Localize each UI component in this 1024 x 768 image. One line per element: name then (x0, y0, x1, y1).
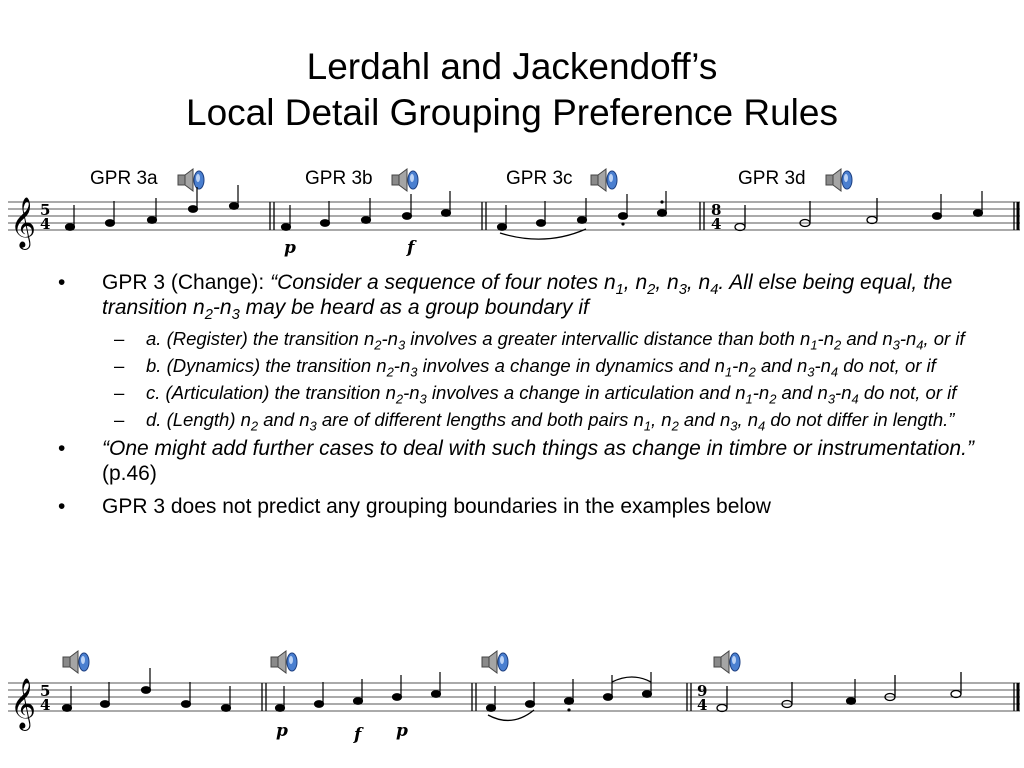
bullet-list (58, 270, 988, 527)
sub-bullet-register: – a. (Register) the transition $n_2-n_3$ involves a greater intervallic distance than both $n_1-n_2$ and $n_3-n_4$, or if (114, 328, 965, 353)
time-sig-top: 9 (697, 682, 708, 700)
sub-bullet-dynamics: – b. (Dynamics) the transition $n_2-n_3$ involves a change in dynamics and $n_1-n_2$ and $n_3-n_4$ do not, or if (114, 355, 936, 380)
slide-title (0, 44, 1024, 136)
bullet-timbre-quote: • “One might add further cases to deal with such things as change in timbre or instrumentation.” (p.46) (58, 437, 974, 485)
dynamic-mark: f (407, 238, 415, 258)
dynamic-mark: p (276, 721, 288, 741)
sub-bullet-articulation: – c. (Articulation) the transition $n_2-n_3$ involves a change in articulation and $n_1-n_2$ and $n_3-n_4$ do not, or if (114, 382, 957, 407)
music-staff-top (0, 185, 1024, 265)
dynamic-mark: p (396, 721, 408, 741)
label-gpr-3d: GPR 3d (738, 168, 806, 189)
treble-clef-icon: 𝄞 (10, 197, 37, 248)
time-sig-bottom: 4 (697, 696, 708, 714)
time-sig-bottom: 4 (711, 215, 722, 233)
sub-bullet-length: – d. (Length) $n_2$ and $n_3$ are of different lengths and both pairs $n_1$, $n_2$ and $n_3$, $n_4$ do not differ in length.” (114, 409, 955, 434)
treble-clef-icon: 𝄞 (10, 678, 37, 729)
title-line-1: Lerdahl and Jackendoff’s (306, 46, 718, 87)
label-gpr-3c: GPR 3c (506, 168, 573, 189)
title-line-2: Local Detail Grouping Preference Rules (186, 92, 838, 133)
time-sig-top: 5 (40, 201, 51, 219)
music-staff-bottom (0, 668, 1024, 768)
label-gpr-3b: GPR 3b (305, 168, 373, 189)
dynamic-mark: p (284, 238, 296, 258)
label-gpr-3a: GPR 3a (90, 168, 158, 189)
dynamic-mark: f (354, 725, 362, 745)
time-sig-top: 8 (711, 201, 722, 219)
time-sig-bottom: 4 (40, 696, 51, 714)
time-sig-top: 5 (40, 682, 51, 700)
bullet-gpr3-definition: • GPR 3 (Change): “Consider a sequence of four notes $n_1$, $n_2$, $n_3$, $n_4$. All else being equal, the transition $n_2-n_3$ may be heard as a group boundary if (58, 271, 953, 324)
time-sig-bottom: 4 (40, 215, 51, 233)
bullet-no-boundaries: • GPR 3 does not predict any grouping boundaries in the examples below (58, 495, 771, 518)
